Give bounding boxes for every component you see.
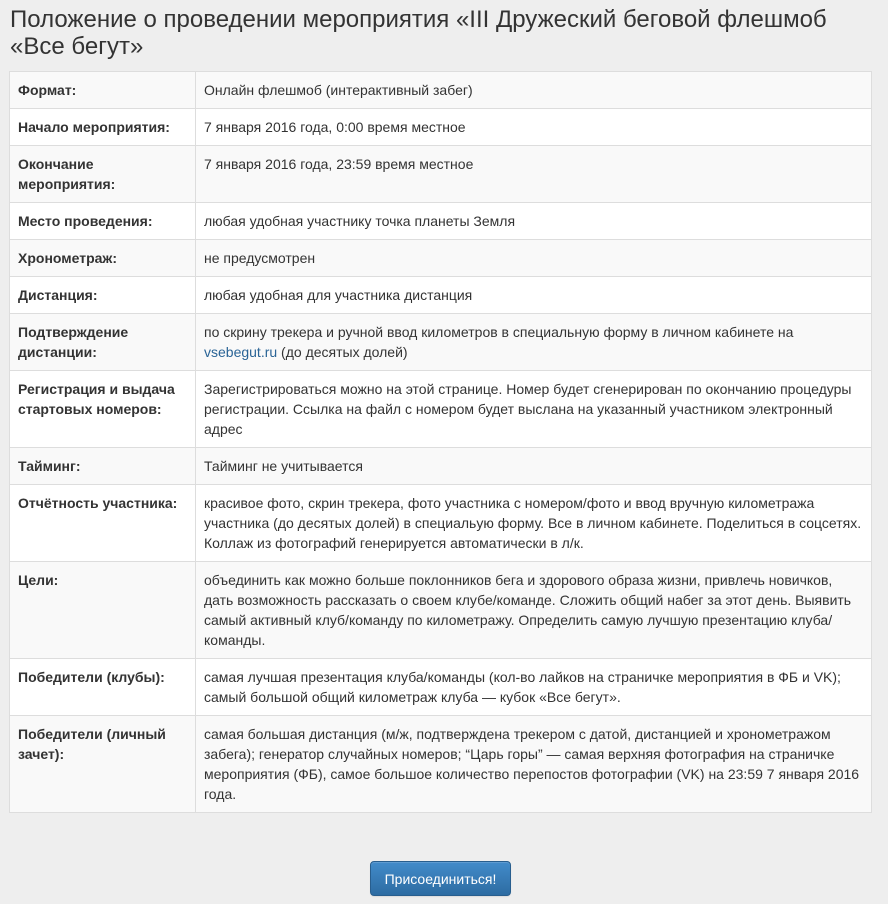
row-value: Тайминг не учитывается (196, 448, 872, 485)
row-value: самая большая дистанция (м/ж, подтверждена трекером с датой, дистанцией и хронометражом забега); генератор случайных номеров; “Царь горы” — самая верхняя фотография на страничке мероприятия (ФБ), самое большое количество перепостов фотографии (VK) на 23:59 7 января 2016 года. (196, 716, 872, 813)
row-label: Тайминг: (10, 448, 196, 485)
table-row (10, 109, 872, 146)
table-row (10, 72, 872, 109)
table-row (10, 485, 872, 562)
row-label: Отчётность участника: (10, 485, 196, 562)
table-row (10, 240, 872, 277)
table-row (10, 448, 872, 485)
row-label: Дистанция: (10, 277, 196, 314)
table-row (10, 314, 872, 371)
row-value: Онлайн флешмоб (интерактивный забег) (196, 72, 872, 109)
row-label: Победители (клубы): (10, 659, 196, 716)
row-value: объединить как можно больше поклонников бега и здорового образа жизни, привлечь новичков, дать возможность рассказать о своем клубе/команде. Сложить общий набег за этот день. Выявить самый активный клуб/команду по километражу. Определить самую лучшую презентацию клуба/команды. (196, 562, 872, 659)
table-row (10, 277, 872, 314)
row-label: Подтверждение дистанции: (10, 314, 196, 371)
row-label: Регистрация и выдача стартовых номеров: (10, 371, 196, 448)
table-row (10, 659, 872, 716)
row-value-text: (до десятых долей) (277, 344, 408, 360)
row-value-text: по скрину трекера и ручной ввод километров в специальную форму в личном кабинете на (204, 324, 794, 340)
row-label: Победители (личный зачет): (10, 716, 196, 813)
vsebegut-link[interactable]: vsebegut.ru (204, 344, 278, 360)
row-value: не предусмотрен (196, 240, 872, 277)
row-value (196, 314, 872, 371)
table-row (10, 203, 872, 240)
table-row (10, 371, 872, 448)
table-row (10, 562, 872, 659)
row-label: Формат: (10, 72, 196, 109)
row-value: любая удобная для участника дистанция (196, 277, 872, 314)
row-label: Хронометраж: (10, 240, 196, 277)
row-value: самая лучшая презентация клуба/команды (кол-во лайков на страничке мероприятия в ФБ и VK); самый большой общий километраж клуба — кубок «Все бегут». (196, 659, 872, 716)
page-title: Положение о проведении мероприятия «III Дружеский беговой флешмоб «Все бегут» (10, 6, 827, 60)
row-label: Начало мероприятия: (10, 109, 196, 146)
event-info-table (9, 71, 872, 813)
row-value: 7 января 2016 года, 23:59 время местное (196, 146, 872, 203)
row-value: 7 января 2016 года, 0:00 время местное (196, 109, 872, 146)
row-label: Цели: (10, 562, 196, 659)
row-value: Зарегистрироваться можно на этой странице. Номер будет сгенерирован по окончанию процедуры регистрации. Ссылка на файл с номером будет выслана на указанный участником электронный адрес (196, 371, 872, 448)
row-label: Место проведения: (10, 203, 196, 240)
row-value: любая удобная участнику точка планеты Земля (196, 203, 872, 240)
join-button[interactable]: Присоединиться! (370, 861, 511, 896)
table-row (10, 716, 872, 813)
row-value: красивое фото, скрин трекера, фото участника с номером/фото и ввод вручную километража участника (до десятых долей) в специальую форму. Все в личном кабинете. Поделиться в соцсетях. Коллаж из фотографий генерируется автоматически в л/к. (196, 485, 872, 562)
table-row (10, 146, 872, 203)
row-label: Окончание мероприятия: (10, 146, 196, 203)
